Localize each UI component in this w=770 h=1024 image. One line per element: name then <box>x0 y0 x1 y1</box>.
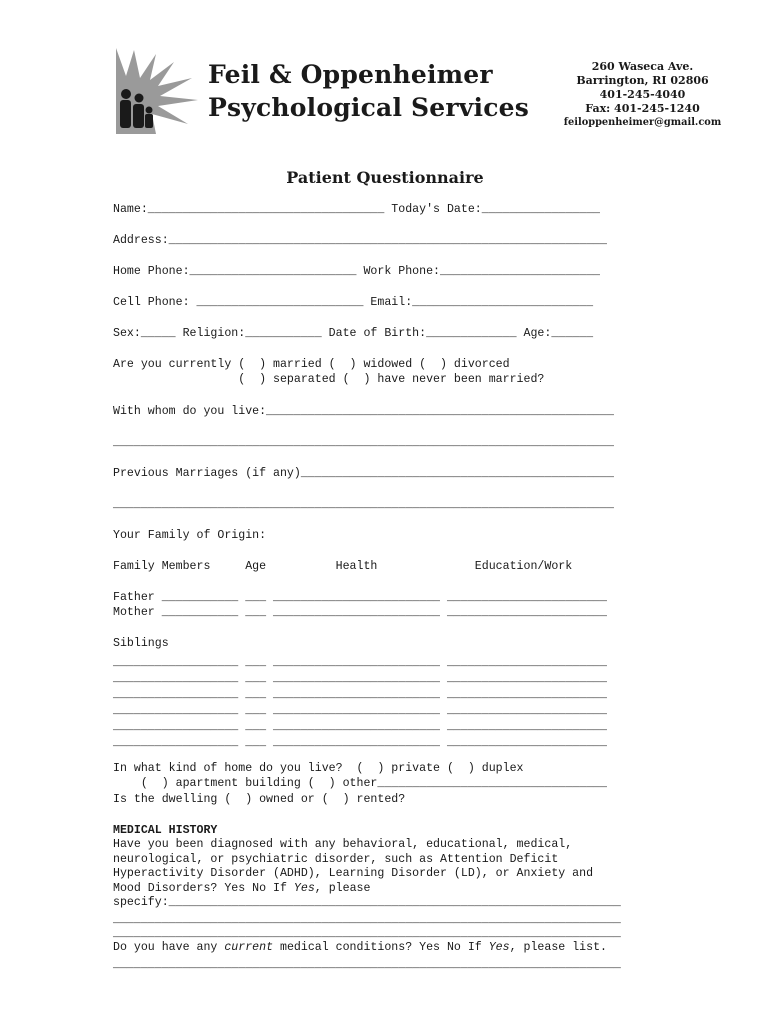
live-with-field[interactable]: With whom do you live:__________________________________________________ <box>113 405 614 418</box>
siblings-label: Siblings <box>113 637 169 650</box>
mother-row[interactable]: Mother ___________ ___ ________________________ _______________________ <box>113 606 607 619</box>
current-question-mid: medical conditions? Yes No If <box>273 941 489 954</box>
current-conditions-field[interactable]: _________________________________________________________________________ <box>113 958 621 971</box>
current-question-suffix: , please list. <box>509 941 607 954</box>
previous-marriages-continuation[interactable]: ________________________________________________________________________ <box>113 498 614 511</box>
previous-marriages-field[interactable]: Previous Marriages (if any)_____________________________________________ <box>113 467 614 480</box>
practice-name-line2: Psychological Services <box>208 93 530 122</box>
family-origin-label: Your Family of Origin: <box>113 529 267 542</box>
family-table-header: Family Members Age Health Education/Work <box>113 560 573 573</box>
phone-fields[interactable]: Home Phone:________________________ Work Phone:_______________________ <box>113 265 601 278</box>
phone-number: 401-245-4040 <box>599 88 686 101</box>
live-with-continuation[interactable]: ________________________________________________________________________ <box>113 436 614 449</box>
sibling-row[interactable]: __________________ ___ ________________________ _______________________ <box>113 704 607 717</box>
sibling-row[interactable]: __________________ ___ ________________________ _______________________ <box>113 672 607 685</box>
medical-question-text: Mood Disorders? Yes No If <box>113 882 294 895</box>
medical-question-line2: neurological, or psychiatric disorder, such as Attention Deficit <box>113 853 559 866</box>
cell-email-fields[interactable]: Cell Phone: ________________________ Email:__________________________ <box>113 296 594 309</box>
address-line1: 260 Waseca Ave. <box>591 60 694 73</box>
current-question-text: Do you have any <box>113 941 225 954</box>
home-type-options-2[interactable]: ( ) apartment building ( ) other_________________________________ <box>113 777 607 790</box>
medical-question-line1: Have you been diagnosed with any behavioral, educational, medical, <box>113 838 573 851</box>
sibling-row[interactable]: __________________ ___ ________________________ _______________________ <box>113 720 607 733</box>
yes-emphasis: Yes <box>488 941 510 954</box>
marital-status-options-1[interactable]: Are you currently ( ) married ( ) widowed ( ) divorced <box>113 358 510 371</box>
medical-question-suffix: , please <box>314 882 371 895</box>
father-row[interactable]: Father ___________ ___ ________________________ _______________________ <box>113 591 607 604</box>
home-type-options-1[interactable]: In what kind of home do you live? ( ) private ( ) duplex <box>113 762 524 775</box>
current-conditions-question[interactable] <box>113 941 607 955</box>
specify-continuation[interactable]: _________________________________________________________________________ <box>113 927 621 940</box>
yes-emphasis: Yes <box>293 882 315 895</box>
medical-question-line4[interactable] <box>113 882 370 896</box>
name-date-field[interactable]: Name:__________________________________ Today's Date:_________________ <box>113 203 601 216</box>
practice-logo <box>112 48 204 134</box>
email-address: feiloppenheimer@gmail.com <box>563 117 722 128</box>
address-field[interactable]: Address:_______________________________________________________________ <box>113 234 607 247</box>
current-emphasis: current <box>224 941 274 954</box>
form-title: Patient Questionnaire <box>286 168 484 187</box>
medical-history-heading: MEDICAL HISTORY <box>113 824 218 837</box>
sibling-row[interactable]: __________________ ___ ________________________ _______________________ <box>113 688 607 701</box>
specify-continuation[interactable]: _________________________________________________________________________ <box>113 913 621 926</box>
sibling-row[interactable]: __________________ ___ ________________________ _______________________ <box>113 656 607 669</box>
practice-name-line1: Feil & Oppenheimer <box>208 60 493 89</box>
marital-status-options-2[interactable]: ( ) separated ( ) have never been married? <box>113 373 545 386</box>
contact-block <box>560 60 725 130</box>
sibling-row[interactable]: __________________ ___ ________________________ _______________________ <box>113 736 607 749</box>
fax-number: Fax: 401-245-1240 <box>585 102 700 115</box>
address-line2: Barrington, RI 02806 <box>576 74 709 87</box>
medical-question-line3: Hyperactivity Disorder (ADHD), Learning Disorder (LD), or Anxiety and <box>113 867 594 880</box>
sex-religion-dob-age-fields[interactable]: Sex:_____ Religion:___________ Date of Birth:_____________ Age:______ <box>113 327 594 340</box>
dwelling-ownership-options[interactable]: Is the dwelling ( ) owned or ( ) rented? <box>113 793 406 806</box>
specify-field[interactable]: specify:_________________________________________________________________ <box>113 896 621 909</box>
